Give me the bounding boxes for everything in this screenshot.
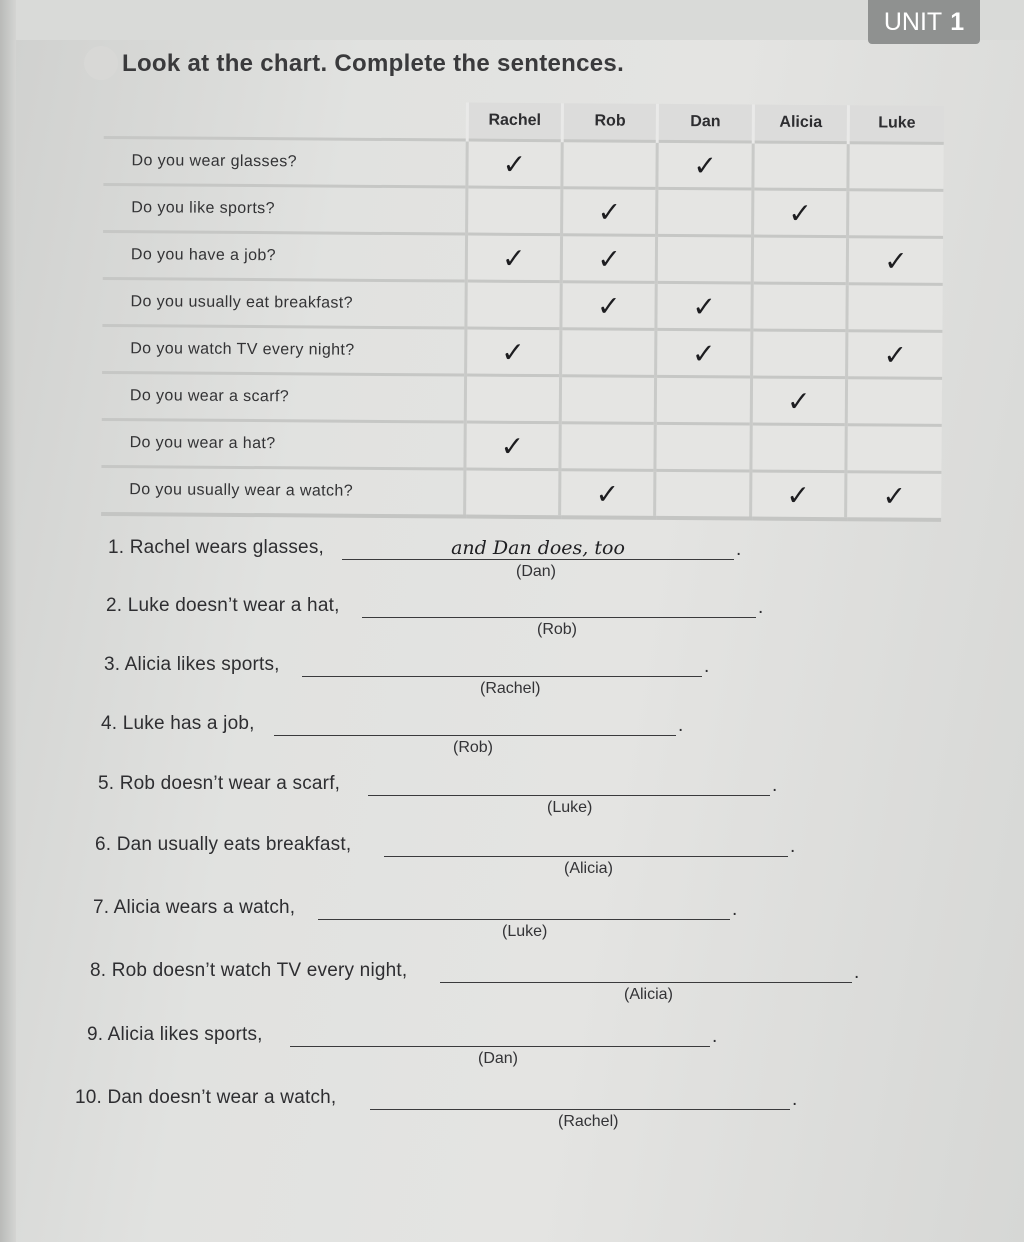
name-hint: (Rob) xyxy=(453,739,494,756)
name-hint: (Luke) xyxy=(547,799,593,816)
sentence-prompt: 5. Rob doesn’t wear a scarf, xyxy=(98,773,341,794)
name-hint: (Alicia) xyxy=(564,860,613,877)
chart-row xyxy=(102,372,942,425)
check-mark-icon: ✓ xyxy=(786,479,811,511)
answer-blank[interactable] xyxy=(368,773,770,796)
chart-cell xyxy=(752,283,848,331)
check-mark-icon: ✓ xyxy=(597,242,621,275)
chart-cell xyxy=(751,330,847,378)
unit-label: UNIT xyxy=(883,7,943,36)
sentence-period: . xyxy=(678,715,684,736)
unit-tab xyxy=(868,0,980,44)
chart-cell xyxy=(751,424,847,472)
chart-question: Do you watch TV every night? xyxy=(102,325,466,375)
chart-cell xyxy=(561,282,657,330)
name-hint: (Alicia) xyxy=(624,986,673,1003)
chart-row xyxy=(101,419,941,472)
name-hint: (Luke) xyxy=(502,923,548,940)
chart-question: Do you wear a hat? xyxy=(101,419,465,469)
chart-row xyxy=(102,325,942,378)
chart-cell xyxy=(465,422,561,470)
sentence-period: . xyxy=(736,539,742,560)
sentence-prompt: 2. Luke doesn’t wear a hat, xyxy=(106,595,340,616)
chart-row xyxy=(103,231,943,284)
chart-cell xyxy=(466,234,562,282)
column-header: Luke xyxy=(848,105,944,143)
chart-cell xyxy=(467,140,563,188)
check-mark-icon: ✓ xyxy=(882,479,907,512)
check-mark-icon: ✓ xyxy=(500,430,525,462)
name-hint: (Rob) xyxy=(537,621,578,638)
chart-cell xyxy=(847,284,943,332)
chart-cell xyxy=(561,235,657,283)
answer-blank[interactable] xyxy=(370,1087,790,1110)
chart-cell xyxy=(751,377,847,425)
chart-cell xyxy=(655,423,751,471)
chart-cell xyxy=(848,143,944,191)
sentence-prompt: 3. Alicia likes sports, xyxy=(104,654,280,675)
check-mark-icon: ✓ xyxy=(788,197,813,229)
check-mark-icon: ✓ xyxy=(597,195,622,228)
answer-blank[interactable] xyxy=(440,960,852,983)
chart-cell xyxy=(466,281,562,329)
chart-cell xyxy=(466,187,562,235)
sentence-prompt: 1. Rachel wears glasses, xyxy=(108,537,325,558)
sentence-period: . xyxy=(704,656,710,677)
sentence-period: . xyxy=(792,1089,798,1110)
chart-cell xyxy=(561,329,657,377)
sentence-prompt: 10. Dan doesn’t wear a watch, xyxy=(75,1087,337,1108)
exercise-number-circle xyxy=(84,46,118,80)
sentence-prompt: 9. Alicia likes sports, xyxy=(87,1024,263,1045)
chart-question: Do you wear glasses? xyxy=(103,137,467,187)
sentence-period: . xyxy=(758,597,764,618)
chart-cell xyxy=(656,329,752,377)
chart-cell xyxy=(560,423,656,471)
chart-cell xyxy=(846,378,942,426)
chart-cell xyxy=(465,375,561,423)
answer-blank[interactable] xyxy=(362,595,756,618)
sentence-prompt: 6. Dan usually eats breakfast, xyxy=(95,834,352,855)
chart-header-row xyxy=(104,100,944,143)
column-header: Alicia xyxy=(753,105,849,143)
exercise-instructions: Look at the chart. Complete the sentences. xyxy=(122,50,625,77)
chart-row xyxy=(102,278,942,331)
chart-cell xyxy=(848,190,944,238)
name-hint: (Rachel) xyxy=(480,680,541,697)
name-hint: (Dan) xyxy=(478,1050,519,1067)
survey-chart xyxy=(101,100,944,522)
chart-cell xyxy=(846,425,942,473)
answer-blank[interactable] xyxy=(290,1024,710,1047)
chart-cell xyxy=(753,142,849,190)
chart-cell xyxy=(847,237,943,285)
sentence-prompt: 4. Luke has a job, xyxy=(101,713,255,734)
chart-cell xyxy=(562,188,658,236)
sentence-period: . xyxy=(772,775,778,796)
answer-blank[interactable] xyxy=(302,654,702,677)
sentence-prompt: 8. Rob doesn’t watch TV every night, xyxy=(90,960,408,981)
chart-cell xyxy=(846,472,942,520)
answer-blank[interactable] xyxy=(384,834,788,857)
chart-cell xyxy=(657,141,753,189)
chart-question: Do you usually wear a watch? xyxy=(101,466,465,516)
check-mark-icon: ✓ xyxy=(787,385,811,417)
check-mark-icon: ✓ xyxy=(595,477,620,510)
sentence-period: . xyxy=(732,899,738,920)
chart-cell xyxy=(464,469,560,517)
answer-blank[interactable] xyxy=(274,713,676,736)
chart-cell xyxy=(562,141,658,189)
chart-row xyxy=(103,184,943,237)
answer-blank[interactable] xyxy=(318,897,730,920)
chart-cell xyxy=(752,189,848,237)
chart-row xyxy=(103,137,943,190)
chart-cell xyxy=(657,188,753,236)
chart-question: Do you have a job? xyxy=(103,231,467,281)
chart-cell xyxy=(655,470,751,518)
check-mark-icon: ✓ xyxy=(691,337,716,369)
page-edge-shadow xyxy=(0,0,16,1242)
handwritten-answer: and Dan does, too xyxy=(451,537,625,559)
column-header: Dan xyxy=(658,104,754,142)
sentence-period: . xyxy=(854,962,860,983)
chart-cell xyxy=(752,236,848,284)
name-hint: (Rachel) xyxy=(558,1113,619,1130)
chart-cell xyxy=(465,328,561,376)
chart-cell xyxy=(847,331,943,379)
column-header: Rob xyxy=(562,103,658,141)
unit-number: 1 xyxy=(950,7,965,36)
chart-question: Do you usually eat breakfast? xyxy=(102,278,466,328)
check-mark-icon: ✓ xyxy=(501,242,526,274)
chart-question: Do you like sports? xyxy=(103,184,467,234)
check-mark-icon: ✓ xyxy=(596,289,621,322)
chart-cell xyxy=(750,471,846,519)
sentence-prompt: 7. Alicia wears a watch, xyxy=(93,897,296,918)
chart-cell xyxy=(656,376,752,424)
column-header: Rachel xyxy=(467,103,563,141)
answer-blank[interactable] xyxy=(342,537,734,560)
sentence-period: . xyxy=(790,836,796,857)
check-mark-icon: ✓ xyxy=(884,244,908,277)
chart-cell xyxy=(657,235,753,283)
check-mark-icon: ✓ xyxy=(501,336,525,368)
check-mark-icon: ✓ xyxy=(692,290,716,322)
chart-corner xyxy=(104,100,467,140)
chart-row xyxy=(101,466,941,519)
name-hint: (Dan) xyxy=(516,563,557,580)
chart-cell xyxy=(656,282,752,330)
chart-cell xyxy=(560,470,656,518)
chart-body xyxy=(101,137,944,519)
chart-question: Do you wear a scarf? xyxy=(102,372,466,422)
sentence-period: . xyxy=(712,1026,718,1047)
check-mark-icon: ✓ xyxy=(883,338,908,371)
chart-cell xyxy=(560,376,656,424)
check-mark-icon: ✓ xyxy=(502,148,527,180)
check-mark-icon: ✓ xyxy=(693,149,717,181)
